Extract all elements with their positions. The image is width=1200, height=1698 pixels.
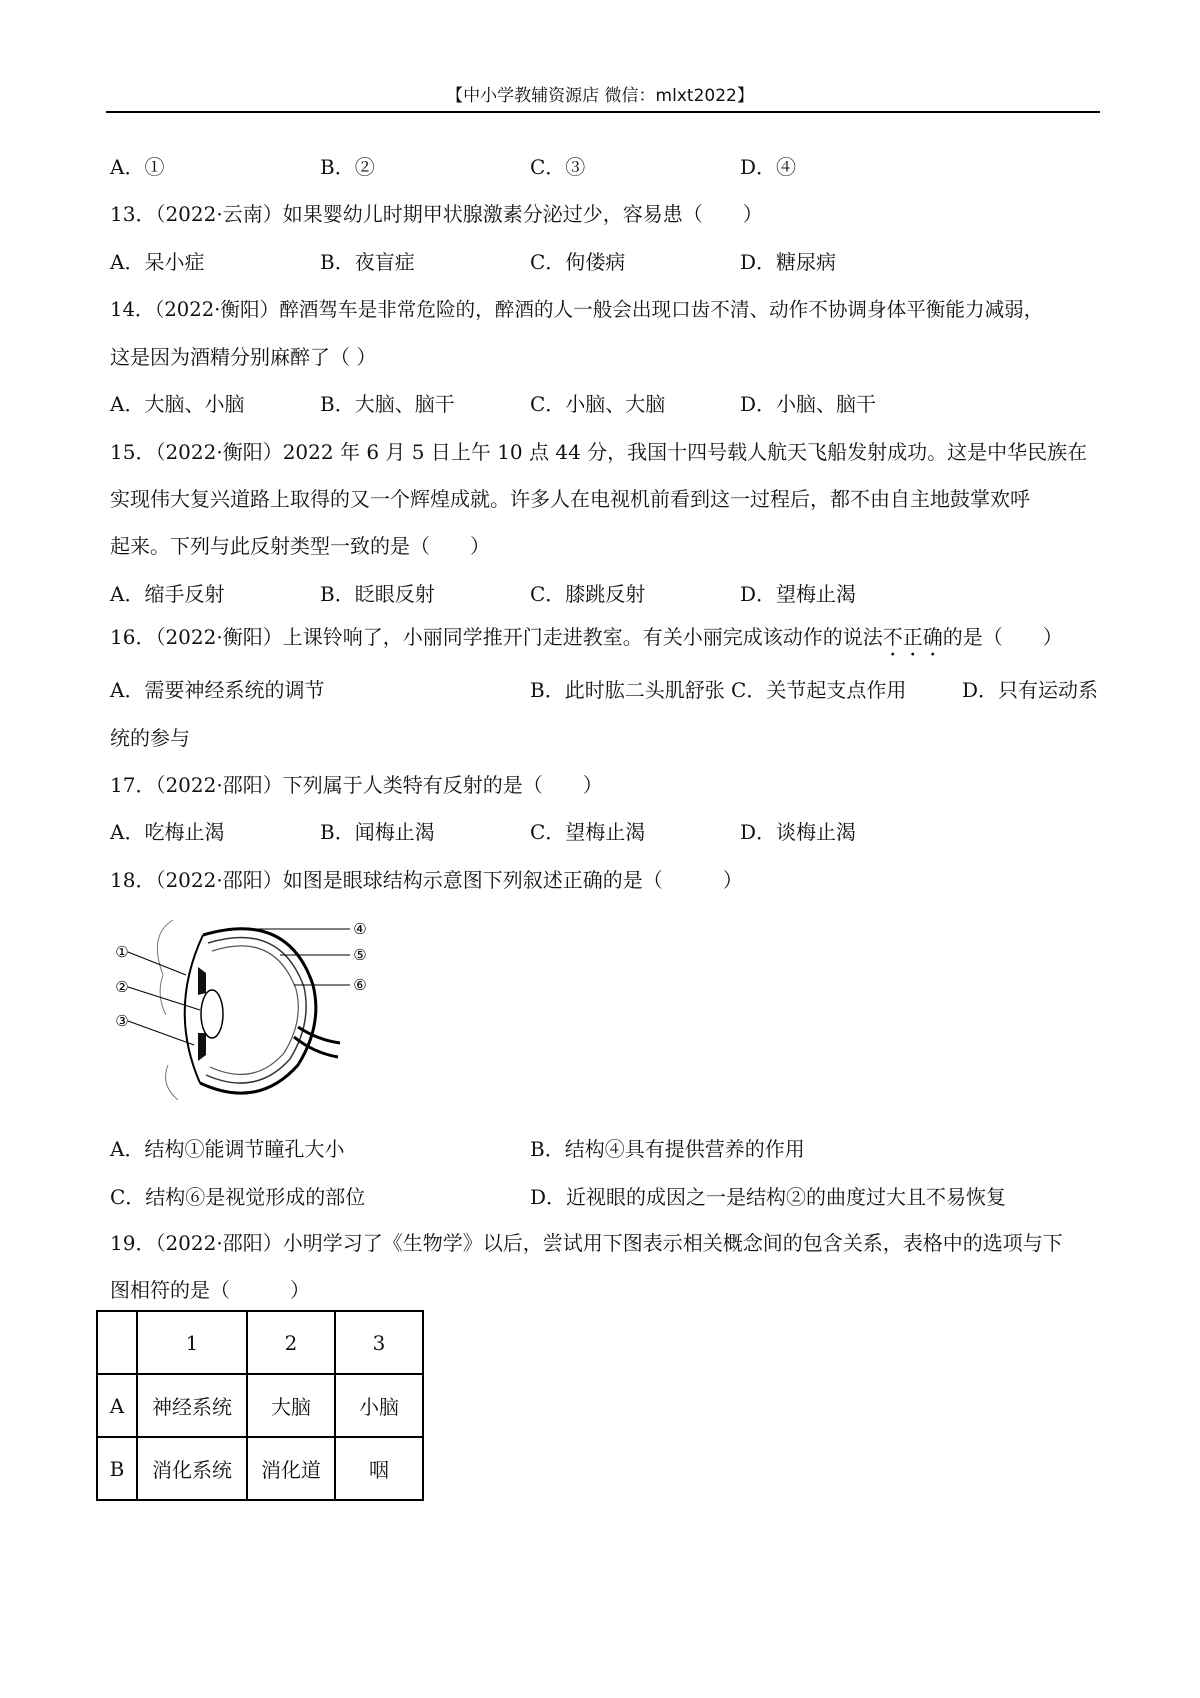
q17-option-b: B．闻梅止渴: [320, 820, 435, 844]
table-cell: 消化道: [247, 1437, 335, 1500]
q16-option-bc: B．此时肱二头肌舒张 C．关节起支点作用: [530, 678, 907, 702]
q17-option-c: C．望梅止渴: [530, 820, 646, 844]
q13-option-b: B．夜盲症: [320, 250, 415, 274]
table-cell: 小脑: [335, 1374, 423, 1437]
table-row: [97, 1437, 423, 1500]
q17-option-d: D．谈梅止渴: [740, 820, 857, 844]
figure-label-6: ⑥: [353, 976, 367, 994]
q14-option-c: C．小脑、大脑: [530, 392, 666, 416]
q14-stem-line2: 这是因为酒精分别麻醉了（ ）: [110, 345, 377, 369]
leader-line-3: [128, 1021, 194, 1045]
q16-stem: [110, 623, 1063, 651]
q17-option-a: A．吃梅止渴: [110, 820, 225, 844]
leader-line-1: [128, 952, 186, 975]
q18-option-d: D．近视眼的成因之一是结构②的曲度过大且不易恢复: [530, 1185, 1007, 1209]
q17-stem: 17．（2022·邵阳）下列属于人类特有反射的是（ ）: [110, 773, 603, 797]
q14-stem-line1: 14．（2022·衡阳）醉酒驾车是非常危险的，醉酒的人一般会出现口齿不清、动作不协调身体平衡能力减弱，: [110, 298, 1044, 321]
eyeball-diagram: [108, 915, 378, 1105]
table-cell: 神经系统: [137, 1374, 247, 1437]
optic-nerve: [294, 1027, 340, 1057]
q15-option-d: D．望梅止渴: [740, 582, 857, 606]
q13-stem: 13．（2022·云南）如果婴幼儿时期甲状腺激素分泌过少，容易患（ ）: [110, 202, 763, 226]
iris-lower: [198, 1033, 206, 1061]
table-cell: 大脑: [247, 1374, 335, 1437]
table-cell: 消化系统: [137, 1437, 247, 1500]
q14-option-a: A．大脑、小脑: [110, 392, 245, 416]
table-header-cell: 2: [247, 1311, 335, 1374]
q19-stem-line1: 19．（2022·邵阳）小明学习了《生物学》以后，尝试用下图表示相关概念间的包含关系，表格中的选项与下: [110, 1231, 1063, 1255]
q14-option-d: D．小脑、脑干: [740, 392, 877, 416]
q18-option-b: B．结构④具有提供营养的作用: [530, 1137, 805, 1161]
q18-option-a: A．结构①能调节瞳孔大小: [110, 1137, 345, 1161]
table-cell: A: [97, 1374, 137, 1437]
q13-option-d: D．糖尿病: [740, 250, 837, 274]
figure-label-2: ②: [115, 978, 129, 996]
q16-stem-pre: 16．（2022·衡阳）上课铃响了，小丽同学推开门走进教室。有关小丽完成该动作的说法: [110, 625, 883, 649]
q16-option-a: A．需要神经系统的调节: [110, 678, 325, 702]
figure-label-3: ③: [115, 1012, 129, 1030]
lower-eyelid-sketch: [166, 1065, 178, 1100]
table-header-row: [97, 1311, 423, 1374]
q15-stem-line3: 起来。下列与此反射类型一致的是（ ）: [110, 534, 490, 558]
q19-stem-line2: 图相符的是（ ）: [110, 1278, 310, 1302]
q15-option-b: B．眨眼反射: [320, 582, 435, 606]
table-cell: [97, 1311, 137, 1374]
table-header-cell: 3: [335, 1311, 423, 1374]
q15-option-c: C．膝跳反射: [530, 582, 646, 606]
figure-label-5: ⑤: [353, 946, 367, 964]
page-header: 【中小学教辅资源店 微信：mlxt2022】: [446, 86, 754, 106]
figure-label-4: ④: [353, 920, 367, 938]
q13-option-a: A．呆小症: [110, 250, 205, 274]
q16-emphasis-char-1: 不: [882, 625, 903, 649]
header-divider: [106, 111, 1100, 113]
q15-stem-line2: 实现伟大复兴道路上取得的又一个辉煌成就。许多人在电视机前看到这一过程后，都不由自主地鼓掌欢呼: [110, 487, 1030, 511]
figure-label-1: ①: [115, 943, 129, 961]
q16-option-d-continued: 统的参与: [110, 726, 190, 750]
table-header-cell: 1: [137, 1311, 247, 1374]
table-cell: B: [97, 1437, 137, 1500]
q16-stem-post: 的是（ ）: [942, 625, 1063, 649]
q12-option-d: D．④: [740, 155, 797, 179]
cornea-outline: [185, 935, 203, 1083]
q16-emphasis-char-2: 正: [902, 625, 923, 649]
leader-line-2: [128, 987, 200, 1010]
q18-stem: 18．（2022·邵阳）如图是眼球结构示意图下列叙述正确的是（ ）: [110, 868, 743, 892]
q13-option-c: C．佝偻病: [530, 250, 626, 274]
q16-emphasis-char-3: 确: [922, 625, 943, 649]
iris-upper: [198, 967, 206, 995]
q15-stem-line1: 15．（2022·衡阳）2022 年 6 月 5 日上午 10 点 44 分，我国十四号载人航天飞船发射成功。这是中华民族在: [110, 440, 1088, 464]
q18-option-c: C．结构⑥是视觉形成的部位: [110, 1185, 366, 1209]
lens-shape: [201, 990, 223, 1038]
table-cell: 咽: [335, 1437, 423, 1500]
q12-option-a: A．①: [110, 155, 165, 179]
q15-option-a: A．缩手反射: [110, 582, 225, 606]
table-row: [97, 1374, 423, 1437]
q14-option-b: B．大脑、脑干: [320, 392, 455, 416]
concept-table: [96, 1310, 424, 1501]
q12-option-b: B．②: [320, 155, 375, 179]
q16-option-d: D．只有运动系: [962, 678, 1099, 702]
q12-option-c: C．③: [530, 155, 586, 179]
